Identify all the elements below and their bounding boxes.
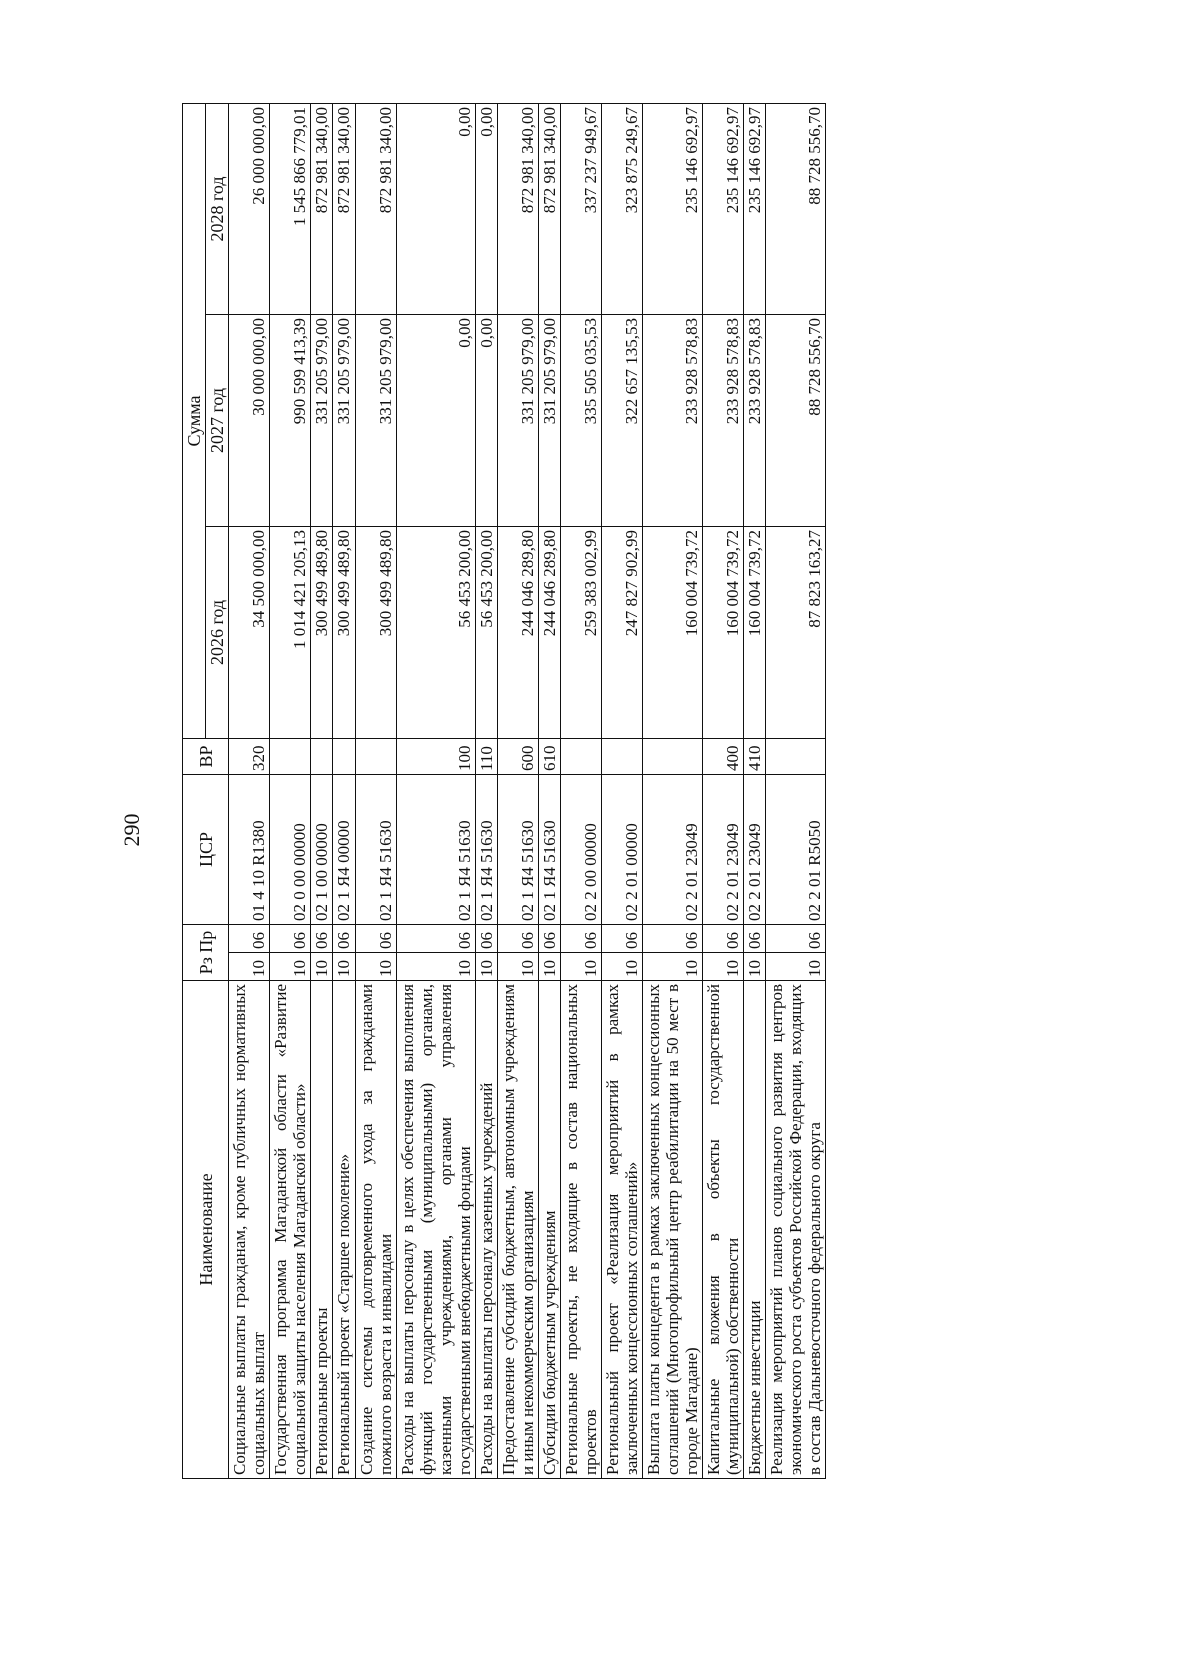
- row-csr: 02 2 01 00000: [601, 775, 642, 925]
- row-rz: 10: [333, 953, 355, 981]
- row-csr: 02 1 Я4 00000: [333, 775, 355, 925]
- row-pr: 06: [355, 925, 396, 953]
- page-number: 290: [119, 813, 144, 847]
- header-name: Наименование: [183, 981, 229, 1479]
- table-row: [744, 103, 766, 1478]
- table-header: [183, 103, 229, 1478]
- row-vr: [311, 739, 333, 775]
- row-vr: 600: [497, 739, 538, 775]
- row-csr: 02 1 Я4 51630: [538, 775, 560, 925]
- row-sum-2027: 0,00: [475, 315, 497, 527]
- row-sum-2026: 160 004 739,72: [744, 527, 766, 739]
- row-csr: 02 2 01 23049: [703, 775, 744, 925]
- row-vr: 100: [396, 739, 475, 775]
- row-csr: 02 2 01 23049: [642, 775, 702, 925]
- row-csr: 02 2 01 23049: [744, 775, 766, 925]
- row-rz: 10: [497, 953, 538, 981]
- row-csr: 02 1 Я4 51630: [497, 775, 538, 925]
- row-name: Выплата платы концедента в рамках заключенных концессионных соглашений (Многопрофильный центр реабилитации на 50 мест в городе Магадане): [642, 981, 702, 1479]
- row-name: Государственная программа Магаданской области «Развитие социальной защиты населения Магаданской области»: [270, 981, 311, 1479]
- row-pr: 06: [538, 925, 560, 953]
- row-rz: 10: [538, 953, 560, 981]
- row-vr: [333, 739, 355, 775]
- table-row: [538, 103, 560, 1478]
- row-csr: 02 1 Я4 51630: [475, 775, 497, 925]
- row-sum-2027: 0,00: [396, 315, 475, 527]
- row-name: Региональный проект «Старшее поколение»: [333, 981, 355, 1479]
- row-pr: 06: [642, 925, 702, 953]
- row-sum-2027: 331 205 979,00: [538, 315, 560, 527]
- header-2028: 2028 год: [206, 103, 229, 314]
- row-sum-2026: 244 046 289,80: [538, 527, 560, 739]
- row-csr: 02 1 Я4 51630: [396, 775, 475, 925]
- row-pr: 06: [396, 925, 475, 953]
- row-rz: 10: [601, 953, 642, 981]
- row-csr: 02 2 01 R5050: [766, 775, 826, 925]
- row-sum-2027: 233 928 578,83: [703, 315, 744, 527]
- row-sum-2028: 872 981 340,00: [355, 103, 396, 314]
- header-2026: 2026 год: [206, 527, 229, 739]
- rotated-table-container: [182, 104, 1127, 1479]
- row-sum-2026: 34 500 000,00: [229, 527, 270, 739]
- table-row: [601, 103, 642, 1478]
- row-csr: 02 1 00 00000: [311, 775, 333, 925]
- row-sum-2027: 990 599 413,39: [270, 315, 311, 527]
- row-rz: 10: [642, 953, 702, 981]
- row-sum-2028: 872 981 340,00: [497, 103, 538, 314]
- row-vr: [560, 739, 601, 775]
- table-row: [642, 103, 702, 1478]
- row-sum-2026: 300 499 489,80: [311, 527, 333, 739]
- row-vr: 610: [538, 739, 560, 775]
- rotated-table-inner: [182, 104, 1127, 1479]
- header-sum: Сумма: [183, 103, 206, 738]
- row-pr: 06: [601, 925, 642, 953]
- row-name: Расходы на выплаты персоналу в целях обеспечения выполнения функций государственными (муниципальными) органами, казенными учреждениями, органами управления государственными внебюджетными фондами: [396, 981, 475, 1479]
- row-sum-2028: 88 728 556,70: [766, 103, 826, 314]
- table-row: [703, 103, 744, 1478]
- row-sum-2026: 160 004 739,72: [642, 527, 702, 739]
- header-vr: ВР: [183, 739, 229, 775]
- row-pr: 06: [766, 925, 826, 953]
- row-sum-2028: 872 981 340,00: [538, 103, 560, 314]
- row-pr: 06: [475, 925, 497, 953]
- table-row: [355, 103, 396, 1478]
- row-vr: [601, 739, 642, 775]
- row-vr: [355, 739, 396, 775]
- row-sum-2027: 331 205 979,00: [333, 315, 355, 527]
- row-sum-2028: 0,00: [396, 103, 475, 314]
- row-sum-2026: 300 499 489,80: [355, 527, 396, 739]
- row-vr: 110: [475, 739, 497, 775]
- row-pr: 06: [229, 925, 270, 953]
- row-csr: 02 0 00 00000: [270, 775, 311, 925]
- row-sum-2028: 0,00: [475, 103, 497, 314]
- row-pr: 06: [744, 925, 766, 953]
- row-pr: 06: [560, 925, 601, 953]
- row-sum-2028: 26 000 000,00: [229, 103, 270, 314]
- row-vr: 400: [703, 739, 744, 775]
- row-name: Предоставление субсидий бюджетным, автономным учреждениям и иным некоммерческим организациям: [497, 981, 538, 1479]
- row-rz: 10: [355, 953, 396, 981]
- row-rz: 10: [703, 953, 744, 981]
- table-row: [311, 103, 333, 1478]
- row-rz: 10: [270, 953, 311, 981]
- row-name: Региональные проекты: [311, 981, 333, 1479]
- row-sum-2027: 30 000 000,00: [229, 315, 270, 527]
- row-rz: 10: [396, 953, 475, 981]
- header-rz-pr: Рз Пр: [183, 925, 229, 981]
- row-sum-2028: 872 981 340,00: [311, 103, 333, 314]
- row-sum-2028: 235 146 692,97: [744, 103, 766, 314]
- row-sum-2027: 331 205 979,00: [497, 315, 538, 527]
- row-sum-2027: 88 728 556,70: [766, 315, 826, 527]
- row-pr: 06: [497, 925, 538, 953]
- row-sum-2027: 335 505 035,53: [560, 315, 601, 527]
- table-row: [270, 103, 311, 1478]
- table-body: [229, 103, 826, 1478]
- table-row: [560, 103, 601, 1478]
- row-name: Расходы на выплаты персоналу казенных учреждений: [475, 981, 497, 1479]
- row-sum-2026: 160 004 739,72: [703, 527, 744, 739]
- row-sum-2028: 235 146 692,97: [642, 103, 702, 314]
- table-row: [766, 103, 826, 1478]
- row-sum-2026: 1 014 421 205,13: [270, 527, 311, 739]
- table-row: [497, 103, 538, 1478]
- row-rz: 10: [229, 953, 270, 981]
- row-name: Субсидии бюджетным учреждениям: [538, 981, 560, 1479]
- budget-table: [182, 103, 826, 1479]
- row-rz: 10: [744, 953, 766, 981]
- row-sum-2027: 322 657 135,53: [601, 315, 642, 527]
- row-sum-2026: 56 453 200,00: [396, 527, 475, 739]
- table-row: [396, 103, 475, 1478]
- row-sum-2026: 247 827 902,99: [601, 527, 642, 739]
- table-row: [229, 103, 270, 1478]
- row-name: Региональный проект «Реализация мероприятий в рамках заключенных концессионных соглашений»: [601, 981, 642, 1479]
- row-sum-2028: 323 875 249,67: [601, 103, 642, 314]
- row-sum-2027: 233 928 578,83: [744, 315, 766, 527]
- row-csr: 02 1 Я4 51630: [355, 775, 396, 925]
- row-rz: 10: [766, 953, 826, 981]
- row-pr: 06: [311, 925, 333, 953]
- row-vr: [270, 739, 311, 775]
- row-sum-2027: 331 205 979,00: [311, 315, 333, 527]
- row-sum-2027: 331 205 979,00: [355, 315, 396, 527]
- row-rz: 10: [560, 953, 601, 981]
- row-sum-2026: 87 823 163,27: [766, 527, 826, 739]
- row-name: Социальные выплаты гражданам, кроме публичных нормативных социальных выплат: [229, 981, 270, 1479]
- row-rz: 10: [311, 953, 333, 981]
- row-name: Реализация мероприятий планов социального развития центров экономического роста субъектов Российской Федерации, входящих в состав Дальневосточного федерального округа: [766, 981, 826, 1479]
- row-sum-2027: 233 928 578,83: [642, 315, 702, 527]
- row-vr: 320: [229, 739, 270, 775]
- table-row: [333, 103, 355, 1478]
- header-2027: 2027 год: [206, 315, 229, 527]
- header-csr: ЦСР: [183, 775, 229, 925]
- row-sum-2026: 300 499 489,80: [333, 527, 355, 739]
- row-sum-2026: 244 046 289,80: [497, 527, 538, 739]
- row-pr: 06: [270, 925, 311, 953]
- row-csr: 01 4 10 R1380: [229, 775, 270, 925]
- row-sum-2026: 259 383 002,99: [560, 527, 601, 739]
- row-name: Бюджетные инвестиции: [744, 981, 766, 1479]
- row-sum-2028: 235 146 692,97: [703, 103, 744, 314]
- row-name: Региональные проекты, не входящие в состав национальных проектов: [560, 981, 601, 1479]
- row-name: Создание системы долговременного ухода за гражданами пожилого возраста и инвалидами: [355, 981, 396, 1479]
- row-pr: 06: [333, 925, 355, 953]
- row-vr: [642, 739, 702, 775]
- row-vr: 410: [744, 739, 766, 775]
- row-vr: [766, 739, 826, 775]
- table-row: [475, 103, 497, 1478]
- row-sum-2028: 1 545 866 779,01: [270, 103, 311, 314]
- row-name: Капитальные вложения в объекты государственной (муниципальной) собственности: [703, 981, 744, 1479]
- row-csr: 02 2 00 00000: [560, 775, 601, 925]
- row-pr: 06: [703, 925, 744, 953]
- row-sum-2028: 337 237 949,67: [560, 103, 601, 314]
- row-sum-2026: 56 453 200,00: [475, 527, 497, 739]
- row-sum-2028: 872 981 340,00: [333, 103, 355, 314]
- row-rz: 10: [475, 953, 497, 981]
